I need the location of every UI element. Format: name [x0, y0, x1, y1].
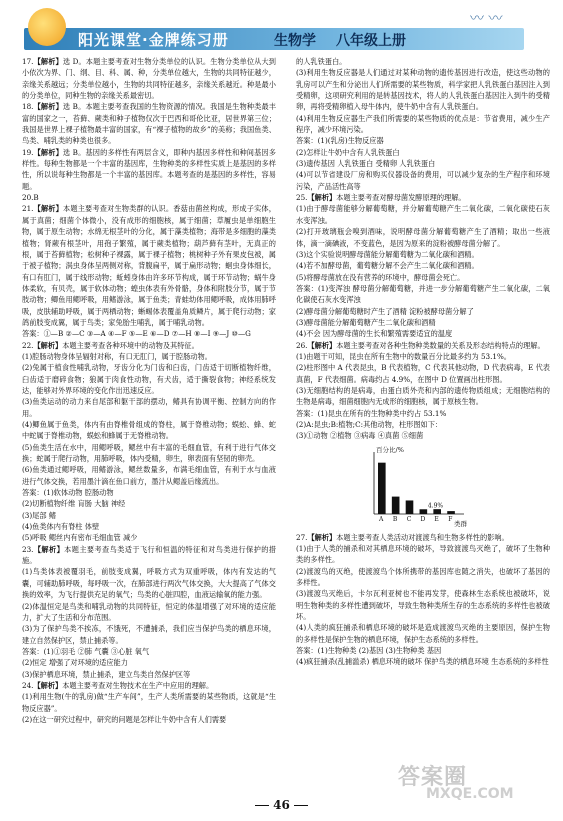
bar-C [406, 500, 414, 514]
paragraph: (4)鱼类体内有脊柱 体壁 [22, 522, 100, 532]
paragraph: 19.【解析】选 B。基因的多样性有两层含义，即种内基因多样性和种间基因多样性。每种生物都是一个丰富的基因库，生物种类的多样性实质上是基因的多样性，所以说每种生物都是一个丰富的基因库。本题考查的是基因的多样性，容易题。 [22, 147, 276, 191]
paragraph: (5)鱼类生活在水中，用鳃呼吸，鳃丝中有丰富的毛细血管，有利于进行气体交换；蛇属于爬行动物，用肺呼吸，体内受精，卵生，卵表面有坚韧的卵壳。 [22, 442, 276, 464]
paragraph: 23.【解析】本题主要考查鸟类适于飞行和恒温的特征和对鸟类进行保护的措施。 [22, 544, 276, 566]
paragraph: (1)腔肠动物身体呈辐射对称，有口无肛门，属于腔肠动物。 [22, 351, 212, 361]
chart-svg [356, 444, 476, 528]
paragraph: (4)鲫鱼属于鱼类，体内有由脊椎骨组成的脊柱，属于脊椎动物；蜈蚣、蜂、蛇中蛇属于脊椎动物，蜈蚣和蜂属于无脊椎动物。 [22, 420, 276, 441]
paragraph: (3)利用生物反应器是人们通过对某种动物的遗传基因进行改造，使这些动物的乳房可以产生和分泌出人们所需要的某些物质，科学家把人乳铁蛋白基因注入到受精卵，这项研究利用的是转基因技术，将人的人乳铁蛋白基因注入到牛的受精卵，再将受精卵植入母牛体内，使牛奶中含有人乳铁蛋白。 [296, 68, 550, 112]
paragraph: (3)鱼类运动的动力来自尾部和躯干部的摆动，鳍具有协调平衡、控制方向的作用。 [22, 397, 276, 418]
tick-label-A: A [379, 515, 384, 523]
paragraph: 25.【解析】本题主要考查对酵母菌发酵原理的理解。 [296, 193, 466, 203]
left-column [22, 56, 276, 725]
paragraph: (2)切断植物纤维 肓肠 大脑 神经 [22, 499, 126, 509]
paragraph: (4)不会 因为酵母菌的生长和繁殖需要适宜的温度 [296, 329, 453, 339]
paragraph: 20.B [22, 193, 39, 203]
analysis-marker: 【解析】 [33, 102, 63, 112]
bar-chart [296, 444, 550, 530]
paragraph: (1)由于人类的捕杀和对其栖息环境的破坏，导致渡渡鸟灭绝了，破坏了生物种类的多样性。 [296, 544, 550, 565]
paragraph: (1)鸟类体表被覆羽毛，前肢变成翼，呼吸方式为双重呼吸，体内有发达的气囊，可辅助肺呼吸，每呼吸一次，在肺部进行两次气体交换，大大提高了气体交换的效率，为飞行提供充足的氧气；鸟类的心脏四腔，血液运输氧的能力强。 [22, 567, 276, 600]
bar-D [420, 509, 428, 514]
analysis-marker: 【解析】 [33, 204, 63, 214]
bar-F [447, 511, 455, 514]
analysis-marker: 【解析】 [307, 532, 337, 542]
paragraph: 的人乳铁蛋白。 [296, 57, 347, 66]
bar-E [433, 509, 441, 514]
sun-logo-icon [28, 8, 66, 46]
paragraph: (2)恒定 增强了对环境的适应能力 [22, 658, 128, 668]
paragraph: 答案：①—B ②—C ③—A ④—F ⑤—E ⑥—D ⑦—H ⑧—I ⑨—J ⑩—G [22, 329, 251, 339]
paragraph: 答案：(1)生物种类 (2)基因 (3)生物种类 基因 [296, 646, 442, 656]
paragraph: (1)由于酵母菌能够分解葡萄糖，并分解葡萄糖产生二氧化碳，二氧化碳使石灰水变浑浊。 [296, 204, 550, 225]
tick-label-F: F [448, 515, 453, 523]
bar-B [392, 496, 400, 513]
paragraph: 答案：(1)变浑浊 酵母菌分解葡萄糖，并进一步分解葡萄糖产生二氧化碳，二氧化碳使石灰水变浑浊 [296, 283, 550, 305]
paragraph: (6)鱼类通过鳃呼吸，用鳍游泳，鳃丝数量多，布满毛细血管，有利于水与血液进行气体交换，若用墨汁滴在鱼口前方，墨汁从鳃盖后缘流出。 [22, 465, 276, 486]
paragraph: (2)柱形图中 A 代表昆虫，B 代表植物，C 代表其他动物，D 代表病毒，E 代表真菌，F 代表细菌。病毒约占 4.9%，在图中 D 位置画出柱形图。 [296, 363, 550, 384]
analysis-marker: 【解析】 [33, 57, 63, 66]
paragraph: (2)打开玻璃瓶会嗅到酒味，说明酵母菌分解葡萄糖产生了酒精；取出一些液体，滴一滴碘液，不变蓝色，是因为原来的淀粉被酵母菌分解了。 [296, 227, 550, 248]
paragraph: (1)利用生物(牛的乳房)做“生产车间”，生产人类所需要的某些物质，这就是“生物反应器”。 [22, 692, 276, 713]
watermark: 答案圈 [398, 765, 468, 790]
paragraph: 答案：(1)(乳房)生物反应器 [296, 136, 384, 146]
paragraph: (2)渡渡鸟的灭绝，使渡渡鸟个体所携带的基因库也随之消失，也破坏了基因的多样性。 [296, 566, 550, 588]
paragraph: 24.【解析】本题主要考查对生物技术在生产中应用的理解。 [22, 680, 214, 690]
paragraph: (3)为了保护鸟类不挨冻，不饿死，不遭捕杀，我们应当保护鸟类的栖息环境，建立自然保护区，禁止捕杀等。 [22, 624, 276, 645]
paragraph: (2)体温恒定是鸟类和哺乳动物的共同特征，恒定的体温增强了对环境的适应能力，扩大了生活和分布范围。 [22, 601, 276, 622]
paragraph: (4)人类的疯狂捕杀和栖息环境的破坏是造成渡渡鸟灭绝的主要原因，保护生物的多样性是保护生物的栖息环境，保护生态系统的多样性。 [296, 623, 550, 644]
paragraph: (5)呼吸 鳃丝内有密布毛细血管 减少 [22, 533, 138, 543]
analysis-marker: 【解析】 [33, 340, 63, 350]
paragraph: 27.【解析】本题主要考查人类活动对渡渡鸟和生物多样性的影响。 [296, 532, 509, 542]
paragraph: 答案：(1)昆虫在所有的生物种类中约占 53.1% [296, 408, 447, 418]
paragraph: 18.【解析】选 B。本题主要考查我国的生物资源的情况。我国是生物种类最丰富的国家之一，苔藓、蕨类和种子植物仅次于巴西和哥伦比亚，居世界第三位；我国是世界上裸子植物最丰富的国家，有“裸子植物的故乡”的美称；我国鱼类、鸟类、哺乳类的种类也很多。 [22, 102, 276, 146]
header-banner [0, 0, 563, 52]
data-label-D: 4.9% [427, 501, 444, 509]
bar-A [378, 462, 386, 513]
paragraph: 17.【解析】选 D。本题主要考查对生物分类单位的认识。生物分类单位从大到小依次为界、门、纲、目、科、属、种，分类单位越大，生物的共同特征越少，亲缘关系越远；分类单位越小，生物的共同特征越多，亲缘关系越近。种是最小的分类单位，同种生物的亲缘关系最密切。 [22, 57, 276, 101]
paragraph: (2)怎样让牛奶中含有人乳铁蛋白 [296, 147, 400, 157]
paragraph: (3)①动物 ②植物 ③病毒 ④真菌 ⑤细菌 [296, 431, 424, 441]
grade-label: 八年级上册 [336, 33, 406, 49]
tick-label-C: C [406, 515, 412, 523]
paragraph: (2)在这一研究过程中，研究的问题是怎样让牛奶中含有人们需要 [22, 714, 227, 724]
analysis-marker: 【解析】 [307, 193, 337, 203]
paragraph: (5)将酵母菌放在没有营养的环境中，酵母菌会死亡。 [296, 272, 465, 282]
paragraph: 答案：(1)①羽毛 ②肺 气囊 ③心脏 氧气 [22, 646, 150, 656]
paragraph: 22.【解析】本题主要考查各种环境中的动物及其特征。 [22, 340, 199, 350]
tick-label-D: D [420, 515, 426, 523]
paragraph: (4)利用生物反应器生产我们所需要的某些物质的优点是：节省费用，减少生产程序，减少环境污染。 [296, 113, 550, 135]
tick-label-B: B [392, 515, 398, 523]
paragraph: (4)疯狂捕杀(乱捕滥杀) 栖息环境的破坏 保护鸟类的栖息环境 生态系统的多样性 [296, 657, 549, 667]
paragraph: (3)保护栖息环境，禁止捕杀，建立鸟类自然保护区等 [22, 669, 191, 679]
paragraph: (4)若不加酵母菌，葡萄糖分解不会产生二氧化碳和酒精。 [296, 261, 479, 271]
paragraph: 答案：(1)软体动物 腔肠动物 [22, 488, 114, 498]
paragraph: (2)兔属于植食性哺乳动物，牙齿分化为门齿和臼齿，门齿适于切断植物纤维，臼齿适于磨碎食物；狼属于肉食性动物，有犬齿，适于撕裂食物；神经系统发达，能够对外界环境的变化作出迅速反应。 [22, 363, 276, 395]
paragraph: (2)A:昆虫;B:植物;C:其他动物，柱形图如下： [296, 420, 443, 429]
page-number-text: 46 [273, 798, 290, 812]
y-axis-label: 百分比/% [376, 445, 404, 454]
paragraph: (3)酵母菌能分解葡萄糖产生二氧化碳和酒精 [296, 317, 436, 327]
paragraph: (2)酵母菌分解葡萄糖时产生了酒精 淀粉被酵母菌分解了 [296, 306, 474, 316]
paragraph: 26.【解析】本题主要考查对各种生物种类数量的关系及形态结构特点的理解。 [296, 340, 545, 350]
tick-label-E: E [434, 515, 439, 523]
birds-icon: 〰 〰 [470, 11, 503, 27]
paragraph: (3)无细胞结构的是病毒，由蛋白质外壳和内部的遗传物质组成；无细胞结构的生物是病毒，细菌细胞内无成形的细胞核，属于原核生物。 [296, 385, 550, 407]
analysis-marker: 【解析】 [33, 544, 65, 554]
book-title: 阳光课堂·金牌练习册 [78, 31, 229, 49]
subject-label: 生物学 [274, 33, 316, 49]
analysis-marker: 【解析】 [33, 680, 63, 690]
paragraph: (3)尾部 鳍 [22, 510, 57, 520]
x-axis-label: 类群 [454, 519, 467, 528]
right-column [296, 56, 550, 668]
analysis-marker: 【解析】 [307, 340, 337, 350]
paragraph: (3)渡渡鸟灭绝后，卡尔瓦利亚树也不能再发芽，使森林生态系统也被破坏，说明生物种类的多样性遭到破坏，导致生物种类所生存的生态系统的多样性也被破坏。 [296, 589, 550, 622]
paragraph: (3)遗传基因 人乳铁蛋白 受精卵 人乳铁蛋白 [296, 159, 436, 169]
paragraph: (4)可以节省建设厂房和购买仪器设备的费用，可以减少复杂的生产程序和环境污染，产品活性高等 [296, 170, 550, 191]
analysis-marker: 【解析】 [33, 147, 63, 157]
paragraph: 21.【解析】本题主要考查对生物类群的认识。香菇由菌丝构成，形成子实体，属于真菌；细菌个体微小，没有成形的细胞核，属于细菌；草履虫是单细胞生物，属于原生动物；水绵无根茎叶的分化，属于藻类植物；海带是多细胞的藻类植物；肾蕨有根茎叶，用孢子繁殖，属于蕨类植物；葫芦藓有茎叶，无真正的根，属于苔藓植物；松树种子裸露，属于裸子植物；桃树种子外有果皮包被，属于被子植物；涡虫身体呈两侧对称，背腹扁平，属于扁形动物；蛔虫身体细长，有口有肛门，属于线形动物；蚯蚓身体由许多环节构成，属于环节动物；蜗牛身体柔软，有贝壳，属于软体动物；蝗虫体表有外骨骼，身体和附肢分节，属于节肢动物；鲫鱼用鳃呼吸，用鳍游泳，属于鱼类；青蛙幼体用鳃呼吸，成体用肺呼吸，皮肤辅助呼吸，属于两栖动物；蜥蜴体表覆盖角质鳞片，属于爬行动物；家鸽前肢变成翼，属于鸟类；家兔胎生哺乳，属于哺乳动物。 [22, 204, 276, 327]
paragraph: (3)这个实验说明酵母菌能分解葡萄糖为二氧化碳和酒精。 [296, 249, 479, 259]
watermark-url: MXQE.COM [426, 786, 514, 802]
paragraph: (1)由题干可知，昆虫在所有生物中的数量百分比最多约为 53.1%。 [296, 351, 511, 361]
